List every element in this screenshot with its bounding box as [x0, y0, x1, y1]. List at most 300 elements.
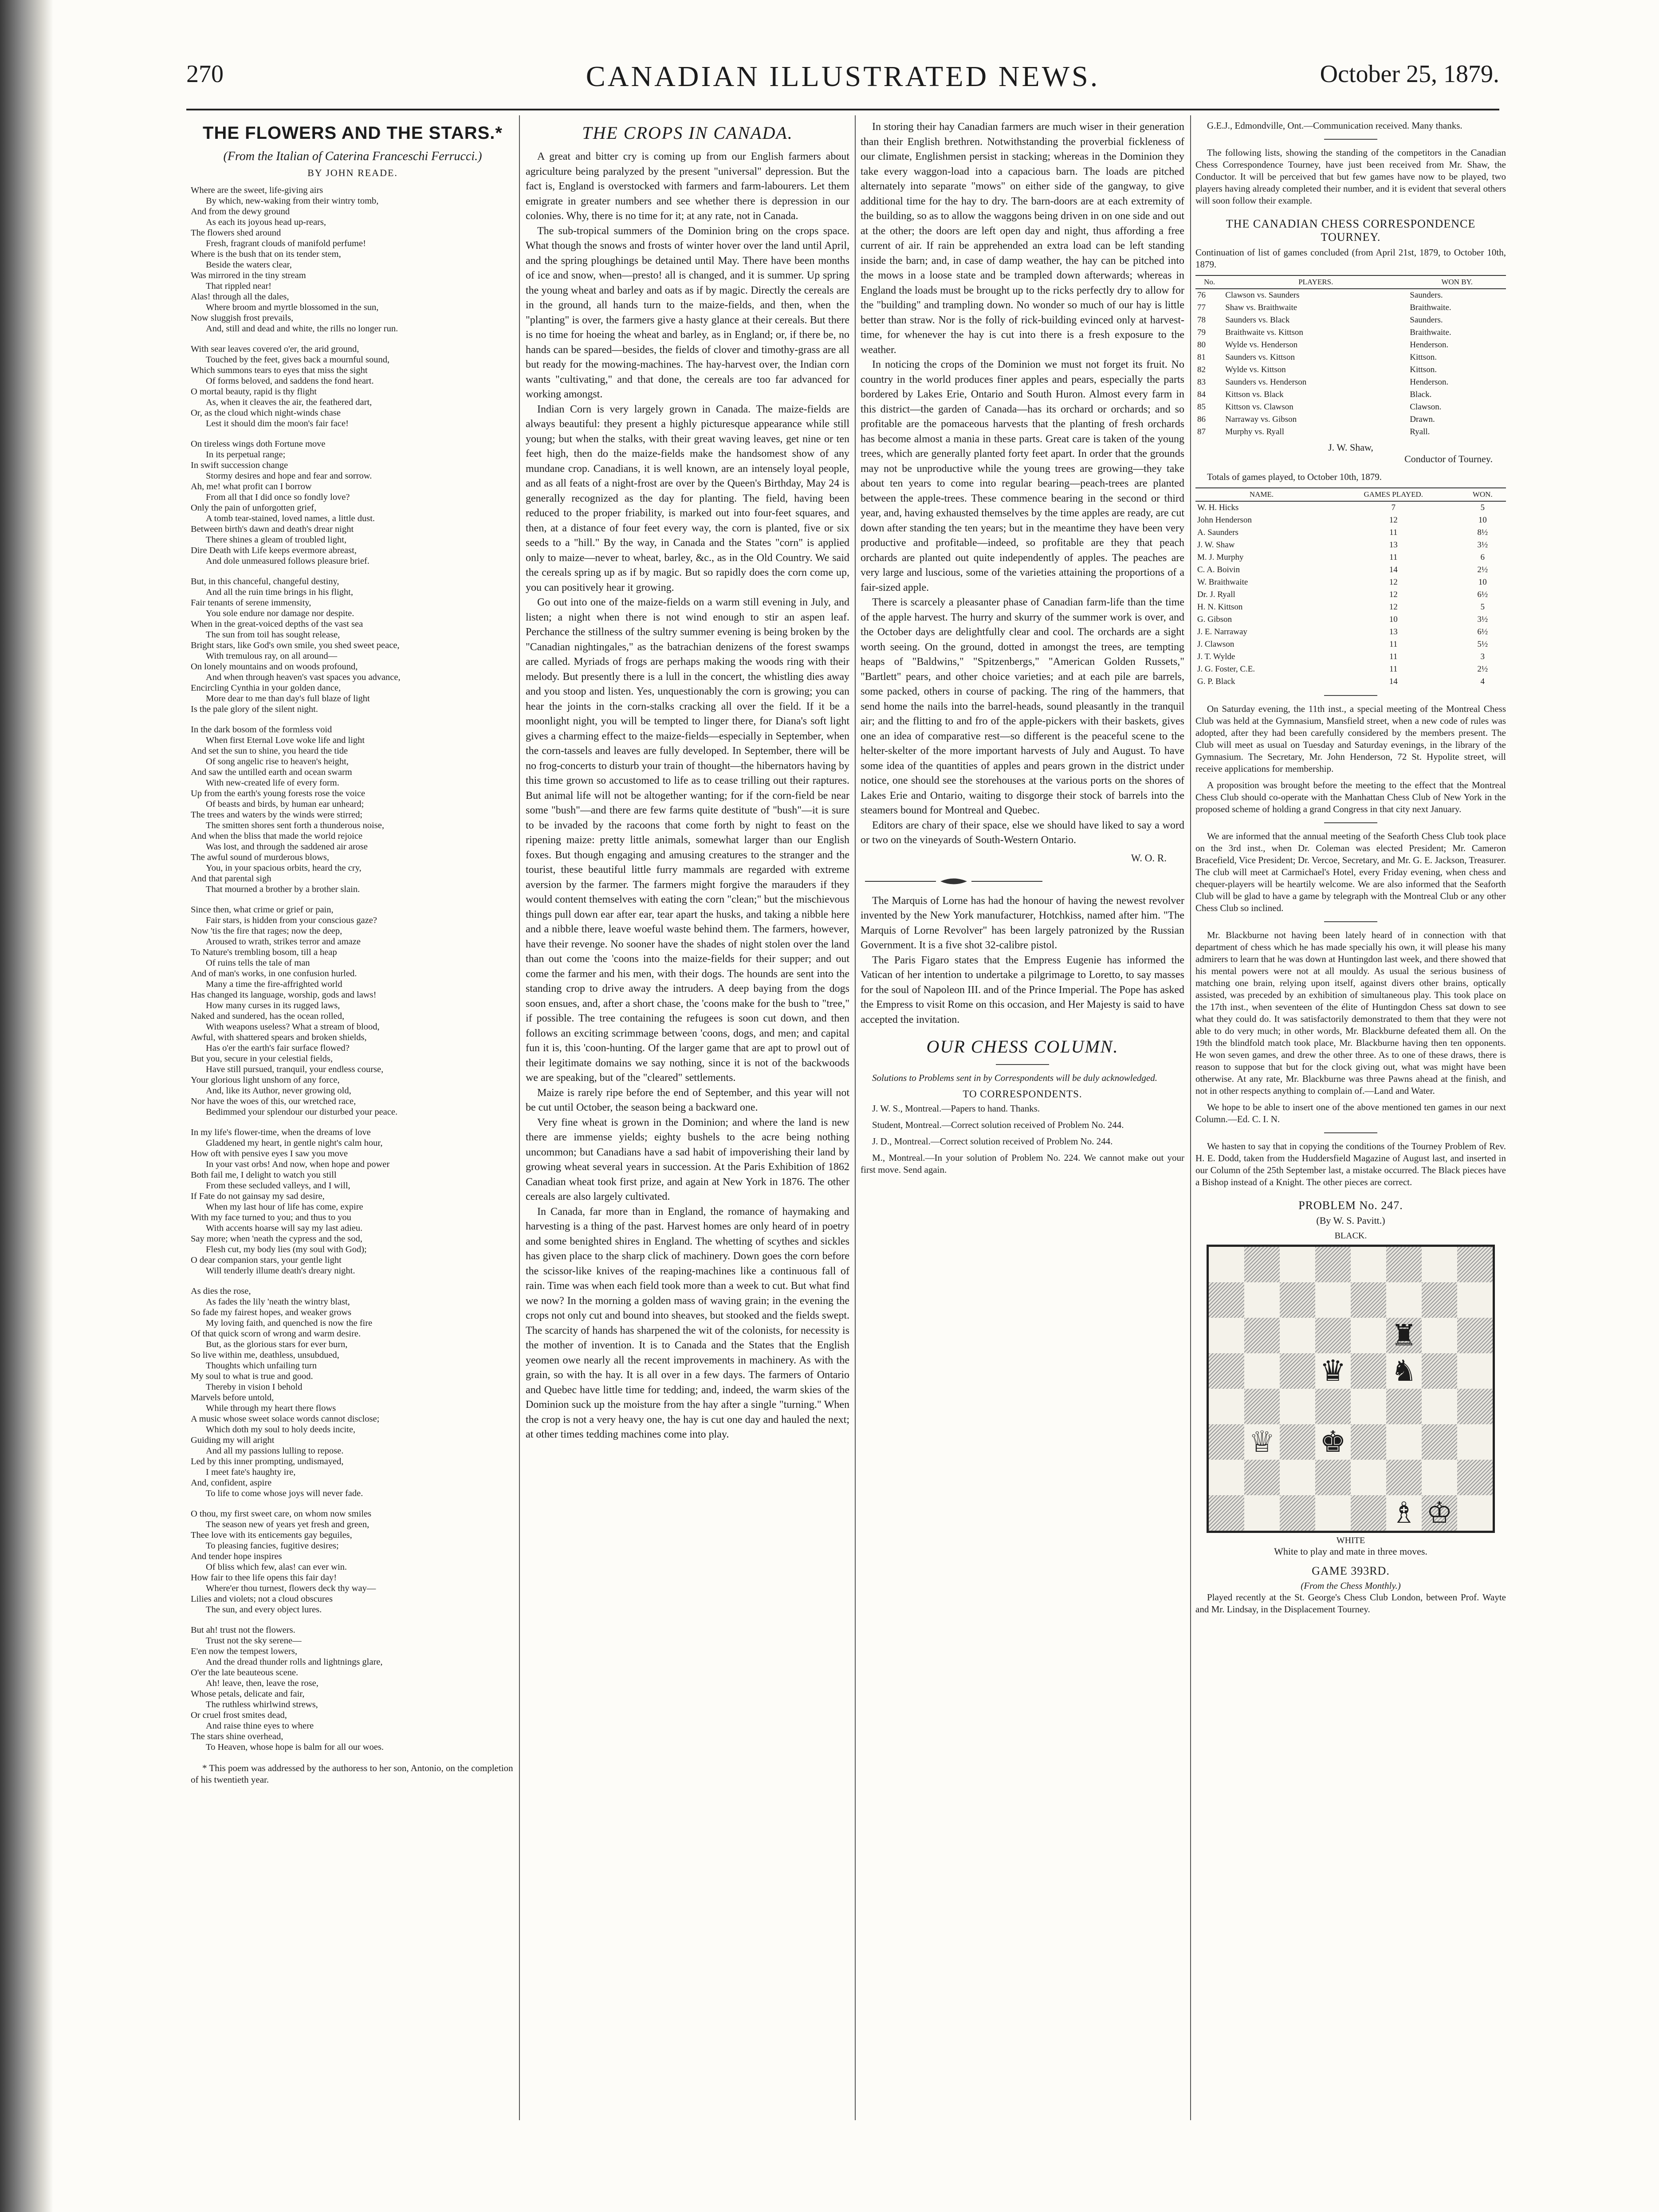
board-square — [1386, 1282, 1422, 1318]
board-square — [1422, 1318, 1457, 1353]
table-cell: 5 — [1480, 503, 1485, 512]
board-square — [1386, 1389, 1422, 1424]
games-table — [1195, 275, 1506, 438]
white-queen-icon: ♕ — [1249, 1425, 1275, 1459]
divider — [1324, 921, 1377, 922]
poem-line: Was mirrored in the tiny stream — [191, 271, 306, 280]
correspondent-item: J. D., Montreal.—Correct solution received of Problem No. 244. — [872, 1136, 1113, 1147]
poem-line: Ah! leave, then, leave the rose, — [206, 1678, 318, 1688]
poem-line: Thoughts which unfailing turn — [206, 1361, 317, 1371]
poem-line: Dire Death with Life keeps evermore abreast, — [191, 546, 357, 555]
article-signature: W. O. R. — [1131, 852, 1167, 864]
article-paragraph: The sub-tropical summers of the Dominion bring on the crops space. What though the snows and frosts of winter hover over the land until April, and the spring ploughings be detained until May. There have been months of ice and snow, when—presto! all is changed, and it is summer. Up spring the young wheat and barley and oats as if by magic. Directly the cereals are in the ground, all hands turn to the maize-fields, and then, when the "planting" is over, the farmers give a hasty glance at their cereals. But there is no time for hoeing the wheat and barley, as in England; or, if there be, no hands can be spared—besides, the fields of clover and timothy-grass are all but ready for the mowing-machines. The hay-harvest over, the Indian corn wants "cultivating," and that done, the cereals are too far advanced for working amongst. — [526, 225, 849, 400]
poem-line: Both fail me, I delight to watch you still — [191, 1170, 337, 1180]
white-bishop-icon: ♗ — [1391, 1496, 1417, 1530]
table-cell: Black. — [1410, 390, 1432, 399]
poem-stanza — [191, 724, 515, 895]
table-cell: W. Braithwaite — [1197, 578, 1248, 587]
poem-line: The stars shine overhead, — [191, 1732, 283, 1741]
board-square — [1209, 1282, 1244, 1318]
table-cell: Saunders. — [1410, 315, 1443, 325]
poem-line: Of bliss which few, alas! can ever win. — [206, 1562, 347, 1572]
poem-line: Flesh cut, my body lies (my soul with God); — [206, 1245, 367, 1254]
poem-line: Since then, what crime or grief or pain, — [191, 905, 334, 915]
board-caption: White to play and mate in three moves. — [1274, 1546, 1427, 1557]
totals-row — [1195, 638, 1506, 651]
table-cell: 14 — [1389, 565, 1398, 574]
poem-line: Many a time the fire-affrighted world — [206, 979, 342, 989]
poem-line: Will tenderly illume death's dreary night. — [206, 1266, 355, 1276]
poem-line: So fade my fairest hopes, and weaker grows — [191, 1308, 352, 1317]
board-square — [1315, 1282, 1351, 1318]
poem-line: And raise thine eyes to where — [206, 1721, 314, 1731]
table-cell: W. H. Hicks — [1197, 503, 1239, 512]
table-cell: John Henderson — [1197, 515, 1252, 525]
poem-line: And that parental sigh — [191, 874, 271, 884]
table-cell: Wylde vs. Kittson — [1225, 365, 1286, 374]
board-square — [1457, 1282, 1493, 1318]
board-square — [1457, 1318, 1493, 1353]
board-square — [1244, 1282, 1280, 1318]
board-square — [1457, 1424, 1493, 1460]
table-header: NAME. — [1195, 488, 1328, 501]
board-square — [1457, 1389, 1493, 1424]
table-cell: 11 — [1389, 664, 1398, 674]
table-cell: Kittson. — [1410, 353, 1437, 362]
games-row — [1195, 302, 1506, 314]
poem-line: Fair tenants of serene immensity, — [191, 598, 311, 608]
poem-line: The sun, and every object lures. — [206, 1605, 322, 1615]
poem-line: That rippled near! — [206, 281, 271, 291]
poem-line: Only the pain of unforgotten grief, — [191, 503, 317, 513]
board-square — [1244, 1495, 1280, 1531]
table-header: No. — [1195, 275, 1223, 289]
games-row — [1195, 351, 1506, 364]
board-square — [1315, 1318, 1351, 1353]
table-cell: 12 — [1389, 578, 1398, 587]
board-square — [1386, 1247, 1422, 1282]
games-row — [1195, 401, 1506, 413]
board-square — [1244, 1318, 1280, 1353]
poem-line: Fair stars, is hidden from your conscious gaze? — [206, 915, 377, 925]
poem-line: Ah, me! what profit can I borrow — [191, 482, 312, 491]
board-square — [1457, 1247, 1493, 1282]
table-cell: 84 — [1197, 390, 1206, 399]
table-cell: 76 — [1197, 291, 1206, 300]
poem-line: The trees and waters by the winds were stirred; — [191, 810, 363, 820]
table-cell: Kittson. — [1410, 365, 1437, 374]
table-cell: Braithwaite. — [1410, 303, 1451, 312]
board-square — [1280, 1460, 1315, 1495]
poem-line: My loving faith, and quenched is now the fire — [206, 1318, 373, 1328]
poem-line: In your vast orbs! And now, when hope and power — [206, 1159, 390, 1169]
poem-line: Lest it should dim the moon's fair face! — [206, 419, 349, 428]
poem-line: Beside the waters clear, — [206, 260, 292, 270]
table-cell: 12 — [1389, 602, 1398, 612]
poem-line: From all that I did once so fondly love? — [206, 492, 350, 502]
games-row — [1195, 376, 1506, 389]
poem-line: With tremulous ray, on all around— — [206, 651, 338, 661]
poem-stanza — [191, 185, 515, 334]
article-paragraph: Editors are chary of their space, else we should have liked to say a word or two on the vineyards of South-Western Ontario. — [861, 819, 1184, 846]
poem-line: Touched by the feet, gives back a mournful sound, — [206, 355, 390, 365]
board-square — [1315, 1389, 1351, 1424]
poem-line: Lilies and violets; not a cloud obscures — [191, 1594, 333, 1604]
crops-article — [526, 120, 849, 2160]
chess-paragraph: We hasten to say that in copying the conditions of the Tourney Problem of Rev. H. E. Dodd, taken from the Huddersfield Magazine of August last, and inserted in our Column of the 25th September last, a mistake occurred. The Black pieces have a Bishop instead of a Knight. The other pieces are correct. — [1195, 1141, 1506, 1187]
table-cell: 87 — [1197, 427, 1206, 436]
poem-line: And the dread thunder rolls and lightnings glare, — [206, 1657, 383, 1667]
problem-title: PROBLEM No. 247. — [1298, 1199, 1403, 1212]
table-cell: 10 — [1478, 578, 1487, 587]
poem-line: Of ruins tells the tale of man — [206, 958, 310, 968]
article-paragraph: Maize is rarely ripe before the end of September, and this year will not be cut until October, the season being a backward one. — [526, 1087, 849, 1113]
article-paragraph: In Canada, far more than in England, the romance of haymaking and harvesting is a thing of the past. Harvest homes are only heard of in poetry and some benighted shires in England. The whetting of scythes and sickles has given place to the sharp click of machinery. Down goes the corn before the scissor-like knives of the reaping-machines like a continuous fall of rain. Time was when each field took more than a week to cut. But what find we now? In the morning a golden mass of waving grain; in the evening the crops not only cut and bound into sheaves, but stooked and the fields swept. The scarcity of hands has sharpened the wit of the colonists, for necessity is the mother of invention. It is to Canada and the States that the English yeomen owe nearly all the recent improvements in machinery. As with the grain, so with the hay. It is all over in a few days. The farmers of Ontario and Quebec have little time for tedding; and, indeed, the warm skies of the Dominion suck up the moisture from the hay after a single "turning." When the crop is not a very heavy one, the hay is cut one day and hauled the next; at other times tedding machines come into play. — [526, 1206, 849, 1440]
table-cell: 2½ — [1477, 664, 1488, 674]
table-header: GAMES PLAYED. — [1328, 488, 1459, 501]
chess-paragraph: Mr. Blackburne not having been lately heard of in connection with that department of chess which he has made specially his own, it will please his many admirers to learn that he was down at Huntingdon last week, and there showed that his mental powers were not at all mouldy. As usual the serious business of matching one brain, relying upon itself, against divers other brains, optically assisted, was preceded by an exhibition of simultaneous play. This took place on the 17th inst., when seventeen of the élite of Huntingdon Chess sat down to see what they could do. It was satisfactorily demonstrated to them that they were not able to do very much; in other words, Mr. Blackburne defeated them all. On the 19th the blindfold match took place, Mr. Blackburne having then ten opponents. He won seven games, and drew the other three. As to one of these draws, there is reason to suppose that but for the clock giving out, what was might have been otherwise. At any rate, Mr. Blackburne was three Pawns ahead at the finish, and not in other respects anything to complain of.—Land and Water. — [1195, 930, 1506, 1096]
page-header — [186, 60, 1499, 109]
poem-line: On lonely mountains and on woods profound, — [191, 662, 358, 672]
table-cell: J. E. Narraway — [1197, 627, 1247, 636]
totals-row — [1195, 651, 1506, 663]
board-square — [1280, 1495, 1315, 1531]
poem-line: And tender hope inspires — [191, 1552, 282, 1561]
problem-author: (By W. S. Pavitt.) — [1316, 1215, 1385, 1226]
table-cell: 6 — [1480, 553, 1485, 562]
poem-line: The sun from toil has sought release, — [206, 630, 340, 640]
poem-line: O dear companion stars, your gentle light — [191, 1255, 342, 1265]
games-row — [1195, 326, 1506, 339]
games-row — [1195, 339, 1506, 351]
board-square — [1209, 1247, 1244, 1282]
black-rook-icon: ♜ — [1391, 1318, 1417, 1352]
ornament-divider — [861, 876, 1047, 887]
board-square — [1422, 1282, 1457, 1318]
board-square — [1351, 1353, 1386, 1389]
table-header: WON. — [1459, 488, 1506, 501]
poem-stanza — [191, 439, 515, 566]
board-square — [1209, 1424, 1244, 1460]
table-cell: 10 — [1389, 615, 1398, 624]
crops-continued-column — [861, 120, 1184, 2160]
table-cell: 79 — [1197, 328, 1206, 337]
white-king-icon: ♔ — [1426, 1496, 1453, 1530]
poem-line: And, like its Author, never growing old, — [206, 1086, 351, 1096]
poem-line: And when the bliss that made the world rejoice — [191, 831, 363, 841]
board-square — [1422, 1389, 1457, 1424]
poem-line: Or cruel frost smites dead, — [191, 1710, 287, 1720]
table-cell: 4 — [1480, 677, 1485, 686]
board-square — [1351, 1460, 1386, 1495]
poem-line: You sole endure nor damage nor despite. — [206, 609, 354, 618]
poem-line: Thereby in vision I behold — [206, 1382, 303, 1392]
table-header: WON BY. — [1408, 275, 1506, 289]
poem-line: Whose petals, delicate and fair, — [191, 1689, 305, 1699]
divider — [996, 1064, 1049, 1065]
poem-line: That mourned a brother by a brother slain. — [206, 884, 360, 894]
poem-line: Of that quick scorn of wrong and warm desire. — [191, 1329, 361, 1339]
table-cell: 5 — [1480, 602, 1485, 612]
poem-line: Your glorious light unshorn of any force, — [191, 1075, 340, 1085]
poem-line: Was lost, and through the saddened air arose — [206, 842, 368, 852]
poem-line: Where broom and myrtle blossomed in the sun, — [206, 303, 379, 312]
games-row — [1195, 426, 1506, 438]
poem-line: Guiding my will aright — [191, 1435, 275, 1445]
totals-row — [1195, 539, 1506, 551]
totals-row — [1195, 501, 1506, 514]
poem-line: From these secluded valleys, and I will, — [206, 1181, 350, 1190]
board-square — [1280, 1353, 1315, 1389]
table-cell: Saunders vs. Henderson — [1225, 377, 1307, 387]
board-square — [1244, 1247, 1280, 1282]
table-cell: 13 — [1389, 540, 1398, 550]
poem-line: The ruthless whirlwind strews, — [206, 1700, 318, 1709]
board-square — [1457, 1353, 1493, 1389]
poem-line: Aroused to wrath, strikes terror and amaze — [206, 937, 361, 947]
poem-line: And from the dewy ground — [191, 207, 290, 216]
issue-date: October 25, 1879. — [1320, 60, 1499, 88]
table-cell: Henderson. — [1410, 377, 1449, 387]
black-king-icon: ♚ — [1320, 1425, 1346, 1459]
table-cell: J. W. Shaw — [1197, 540, 1235, 550]
board-square — [1280, 1424, 1315, 1460]
column-divider — [519, 115, 520, 2120]
game-text: Played recently at the St. George's Chess Club London, between Prof. Wayte and Mr. Lindsay, in the Displacement Tourney. — [1195, 1592, 1506, 1615]
table-cell: Shaw vs. Braithwaite — [1225, 303, 1297, 312]
table-cell: Braithwaite vs. Kittson — [1225, 328, 1303, 337]
poem-line: To pleasing fancies, fugitive desires; — [206, 1541, 339, 1551]
poem-line: To life to come whose joys will never fade. — [206, 1489, 363, 1498]
totals-row — [1195, 564, 1506, 576]
poem-line: Naked and sundered, has the ocean rolled, — [191, 1011, 345, 1021]
board-square — [1351, 1247, 1386, 1282]
poem-line: The smitten shores sent forth a thunderous noise, — [206, 821, 384, 830]
poem-line: And, confident, aspire — [191, 1478, 272, 1488]
table-cell: 80 — [1197, 340, 1206, 350]
poem-line: Or, as the cloud which night-winds chase — [191, 408, 341, 418]
poem-title: THE FLOWERS AND THE STARS.* — [203, 123, 503, 143]
board-black-label: BLACK. — [1334, 1231, 1367, 1241]
poem-subtitle: (From the Italian of Caterina Franceschi Ferrucci.) — [223, 149, 482, 163]
table-cell: Drawn. — [1410, 415, 1435, 424]
poem-line: If Fate do not gainsay my sad desire, — [191, 1191, 325, 1201]
article-paragraph: In noticing the crops of the Dominion we must not forget its fruit. No country in the world produces finer apples and pears, especially the parts bordered by Lakes Erie, Ontario and South Huron. Almost every farm in this district—the garden of Canada—has its orchard or orchards; and so profitable are the pomaceous harvests that the planting of fresh orchards has become almost a mania in these parts. Great care is taken of the young trees, which are generally planted forty feet apart. In order that the grounds may not be unproductive while the young trees are growing—they take about ten years to come into regular bearing—peach-trees are planted between the apple-trees. These commence bearing in the second or third year, and, having exhausted themselves by the time apples are ready, are cut down after standing the ten years; but in the meantime they have been very productive and profitable—indeed, so profitable are they that peach orchards are planted out quite independently of apples. The peaches are very large and luscious, some of the varieties attaining the proportions of a fair-sized apple. — [861, 359, 1184, 593]
poem-line: When in the great-voiced depths of the vast sea — [191, 619, 363, 629]
table-cell: Saunders vs. Black — [1225, 315, 1290, 325]
table-header: PLAYERS. — [1223, 275, 1408, 289]
chess-paragraph: We hope to be able to insert one of the above mentioned ten games in our next Column.—Ed. C. I. N. — [1195, 1102, 1506, 1124]
game-title: GAME 393RD. — [1312, 1564, 1390, 1577]
tourney-title: THE CANADIAN CHESS CORRESPONDENCE TOURNEY. — [1226, 217, 1476, 244]
table-cell: 85 — [1197, 402, 1206, 412]
table-cell: 6½ — [1477, 590, 1488, 599]
article-paragraph: Very fine wheat is grown in the Dominion; and where the land is new there are immense yields; eighty bushels to the acre being nothing uncommon; but Canadians have a sad habit of impoverishing their land by growing wheat several years in succession. At the Paris Exhibition of 1862 Canadian wheat took first prize, and again at New York in 1876. The other cereals are also largely cultivated. — [526, 1116, 849, 1202]
poem-stanza — [191, 1127, 515, 1276]
poem-line: But, in this chanceful, changeful destiny, — [191, 577, 339, 586]
poem-line: Is the pale glory of the silent night. — [191, 704, 318, 714]
table-cell: 12 — [1389, 590, 1398, 599]
poem-line: To Nature's trembling bosom, till a heap — [191, 947, 337, 957]
poem-line: O thou, my first sweet care, on whom now smiles — [191, 1509, 372, 1519]
chess-column — [1195, 120, 1506, 2160]
poem-line: Say more; when 'neath the cypress and the sod, — [191, 1234, 362, 1244]
poem-line: O'er the late beauteous scene. — [191, 1668, 299, 1678]
table-cell: Clawson vs. Saunders — [1225, 291, 1300, 300]
black-queen-icon: ♛ — [1320, 1354, 1346, 1388]
poem-line: In its perpetual range; — [206, 450, 286, 460]
header-rule — [186, 109, 1499, 110]
poem-line: Up from the earth's young forests rose the voice — [191, 789, 366, 798]
totals-row — [1195, 514, 1506, 526]
table-cell: Dr. J. Ryall — [1197, 590, 1235, 599]
table-cell: G. P. Black — [1197, 677, 1235, 686]
poem-line: And dole unmeasured follows pleasure brief. — [206, 556, 370, 566]
table-cell: 11 — [1389, 652, 1398, 661]
page-binding-edge — [0, 0, 53, 2212]
poem-line: The awful sound of murderous blows, — [191, 853, 330, 862]
divider — [1324, 695, 1377, 696]
poem-line: Bright stars, like God's own smile, you shed sweet peace, — [191, 640, 400, 650]
poem-line: While through my heart there flows — [206, 1403, 336, 1413]
poem-line: Fresh, fragrant clouds of manifold perfume! — [206, 239, 366, 248]
table-cell: 8½ — [1477, 528, 1488, 537]
poem-line: E'en now the tempest lowers, — [191, 1646, 297, 1656]
board-square — [1209, 1389, 1244, 1424]
poem-line: And set the sun to shine, you heard the tide — [191, 746, 348, 756]
table-cell: 7 — [1391, 503, 1396, 512]
correspondent-item: G.E.J., Edmondville, Ont.—Communication received. Many thanks. — [1207, 120, 1462, 131]
board-square — [1386, 1460, 1422, 1495]
table-cell: 2½ — [1477, 565, 1488, 574]
poem-line: And of man's works, in one confusion hurled. — [191, 969, 357, 978]
poem-line: As fades the lily 'neath the wintry blast, — [206, 1297, 350, 1307]
table-cell: Ryall. — [1410, 427, 1430, 436]
board-square — [1280, 1282, 1315, 1318]
chess-paragraph: A proposition was brought before the meeting to the effect that the Montreal Chess Club should co-operate with the Manhattan Chess Club of New York in the proposed scheme of holding a grand Congress in that city next January. — [1195, 780, 1506, 814]
poem-line: Awful, with shattered spears and broken shields, — [191, 1033, 367, 1042]
chess-column-title: OUR CHESS COLUMN. — [926, 1037, 1119, 1057]
correspondent-item: M., Montreal.—In your solution of Problem No. 224. We cannot make out your first move. Send again. — [861, 1152, 1184, 1175]
table-cell: 12 — [1389, 515, 1398, 525]
poem-line: Of song angelic rise to heaven's height, — [206, 757, 349, 766]
totals-row — [1195, 551, 1506, 564]
board-white-label: WHITE — [1336, 1536, 1365, 1545]
poem-line: By which, new-waking from their wintry tomb, — [206, 196, 379, 206]
board-square — [1351, 1389, 1386, 1424]
poem-line: But, as the glorious stars for ever burn, — [206, 1340, 348, 1349]
poem-line: Bedimmed your splendour our disturbed your peace. — [206, 1107, 398, 1117]
poem-stanza — [191, 1286, 515, 1499]
poem-byline: BY JOHN READE. — [307, 167, 398, 178]
divider — [1324, 139, 1377, 140]
column-divider — [855, 115, 856, 2120]
table-cell: 78 — [1197, 315, 1206, 325]
black-knight-icon: ♞ — [1391, 1354, 1417, 1388]
games-row — [1195, 314, 1506, 326]
totals-table — [1195, 487, 1506, 688]
poem-line: On tireless wings doth Fortune move — [191, 439, 326, 449]
totals-caption: Totals of games played, to October 10th, 1879. — [1207, 471, 1382, 482]
table-cell: Murphy vs. Ryall — [1225, 427, 1284, 436]
board-square — [1457, 1460, 1493, 1495]
poem-line: So live within me, deathless, unsubdued, — [191, 1350, 339, 1360]
totals-row — [1195, 676, 1506, 688]
poem-stanza — [191, 1509, 515, 1615]
table-cell: J. T. Wylde — [1197, 652, 1235, 661]
board-square — [1422, 1353, 1457, 1389]
board-square — [1315, 1247, 1351, 1282]
article-paragraph: In storing their hay Canadian farmers are much wiser in their generation than their English brethren. Notwithstanding the proverbial fickleness of our climate, Englishmen persist in stacking; whereas in the Dominion they take every waggon-load into a capacious barn. The loads are pitched alternately into separate "mows" on either side of the gangway, to give additional time for the hay to dry. The barn-doors are at each extremity of the building, so as to allow the waggons being driven in on one side and out at the other; the doors are left open day and night, thus affording a free current of air. If rain be apprehended an extra load can be left standing inside the barn; and, in case of damp weather, the hay can be pitched into the mows in a loose state and be trampled down afterwards; whereas in England the loads must be brought up to the ricks perfectly dry to allow for the "building" and trampling down. No wonder so much of our hay is little better than straw. Nor is the folly of rick-building evinced only at harvest-time, for whenever the hay is cut into there is a fresh exposure to the weather. — [861, 121, 1184, 356]
totals-row — [1195, 526, 1506, 539]
chess-paragraph: We are informed that the annual meeting of the Seaforth Chess Club took place on the 3rd inst., when Dr. Coleman was elected President; Mr. Cameron Bracefield, Vice President; Dr. Vercoe, Secretary, and Mr. G. E. Jackson, Treasurer. The club will meet at Carmichael's Hotel, every Friday evening, when chess and chequer-players will be heartily welcome. We are also informed that the Seaforth Club will be glad to have a game by telegraph with the Montreal Club or any other Chess Club so inclined. — [1195, 831, 1506, 913]
poem-line: Which summons tears to eyes that miss the sight — [191, 365, 368, 375]
column-divider — [1190, 115, 1191, 2120]
game-source: (From the Chess Monthly.) — [1301, 1580, 1401, 1591]
news-note: The Paris Figaro states that the Empress Eugenie has informed the Vatican of her intention to undertake a pilgrimage to Loretto, to say masses for the soul of Napoleon III. and of the Prince Imperial. The Pope has asked the Empress to visit Rome on this occasion, and Her Majesty is said to have accepted the invitation. — [861, 954, 1184, 1025]
games-row — [1195, 289, 1506, 302]
poem-line: How fair to thee life opens this fair day! — [191, 1573, 337, 1583]
poem-line: Between birth's dawn and death's drear night — [191, 524, 354, 534]
poem-line: Now 'tis the fire that rages; now the deep, — [191, 926, 342, 936]
board-square — [1209, 1353, 1244, 1389]
poem-line: Where is the bush that on its tender stem, — [191, 249, 341, 259]
poem-line: And saw the untilled earth and ocean swarm — [191, 767, 352, 777]
poem-column — [191, 120, 515, 2160]
games-row — [1195, 413, 1506, 426]
table-cell: 11 — [1389, 640, 1398, 649]
poem-line: Have still pursued, tranquil, your endless course, — [206, 1065, 384, 1074]
board-square — [1457, 1495, 1493, 1531]
board-square — [1351, 1282, 1386, 1318]
table-cell: G. Gibson — [1197, 615, 1232, 624]
totals-row — [1195, 613, 1506, 626]
poem-line: You, in your spacious orbits, heard the cry, — [206, 863, 362, 873]
table-cell: 14 — [1389, 677, 1398, 686]
games-row — [1195, 364, 1506, 376]
poem-line: Marvels before untold, — [191, 1393, 274, 1403]
poem-line: Thee love with its enticements gay beguiles, — [191, 1530, 352, 1540]
table-cell: J. G. Foster, C.E. — [1197, 664, 1255, 674]
poem-line: Now sluggish frost prevails, — [191, 313, 294, 323]
poem-line: When first Eternal Love woke life and light — [206, 735, 365, 745]
table-cell: Clawson. — [1410, 402, 1442, 412]
totals-row — [1195, 601, 1506, 613]
board-square — [1209, 1460, 1244, 1495]
games-row — [1195, 389, 1506, 401]
poem-line: Led by this inner prompting, undismayed, — [191, 1457, 344, 1466]
table-cell: 83 — [1197, 377, 1206, 387]
poem-line: With weapons useless? What a stream of blood, — [206, 1022, 380, 1032]
poem-line: With accents hoarse will say my last adieu. — [206, 1223, 363, 1233]
board-square — [1386, 1424, 1422, 1460]
poem-line: As each its joyous head up-rears, — [206, 217, 326, 227]
poem-line: Has changed its language, worship, gods and laws! — [191, 990, 377, 1000]
poem-line: Where'er thou turnest, flowers deck thy way— — [206, 1583, 376, 1593]
table-cell: 82 — [1197, 365, 1206, 374]
poem-line: In my life's flower-time, when the dreams of love — [191, 1128, 371, 1137]
poem-line: With sear leaves covered o'er, the arid ground, — [191, 344, 359, 354]
table-cell: Narraway vs. Gibson — [1225, 415, 1297, 424]
article-paragraph: A great and bitter cry is coming up from our English farmers about agriculture being paralyzed by the present "universal" depression. But the fact is, England is overstocked with farmers and farm-labourers. Let them emigrate in greater numbers and see whether there is depression in our colonies. Why, there is no time for it; at any rate, not in Canada. — [526, 151, 849, 222]
table-cell: Kittson vs. Clawson — [1225, 402, 1293, 412]
article-paragraph: There is scarcely a pleasanter phase of Canadian farm-life than the time of the apple harvest. The hurry and skurry of the summer work is over, and the October days are delightfully clear and cool. The orchards are a sight worth seeing. On the ground, dotted in amongst the trees, are tempting heaps of "Baldwins," "Spitzenbergs," "American Golden Russets," "Bartlett" pears, and other choice varieties; and at each pile are barrels, some packed, others in course of packing. The ring of the hammers, that send home the nails into the barrel-heads, sound pleasantly in the tranquil air; and the flitting to and fro of the apple-pickers with their baskets, gives one an idea of comparative rest—so different is the peaceful scene to the helter-skelter of the more important harvests of July and August. To have some idea of the quantities of apples and pears grown in the district under notice, one should see the storehouses at the various ports on the shores of Lakes Erie and Ontario, waiting to disgorge their stock of barrels into the steamers bound for Montreal and Quebec. — [861, 597, 1184, 816]
tourney-subtitle: Continuation of list of games concluded (from April 21st, 1879, to October 10th, 1879. — [1195, 247, 1506, 270]
correspondent-item: Student, Montreal.—Correct solution received of Problem No. 244. — [872, 1120, 1124, 1130]
poem-line: In the dark bosom of the formless void — [191, 725, 332, 735]
poem-line: Which doth my soul to holy deeds incite, — [206, 1425, 356, 1434]
poem-line: Gladdened my heart, in gentle night's calm hour, — [206, 1138, 383, 1148]
